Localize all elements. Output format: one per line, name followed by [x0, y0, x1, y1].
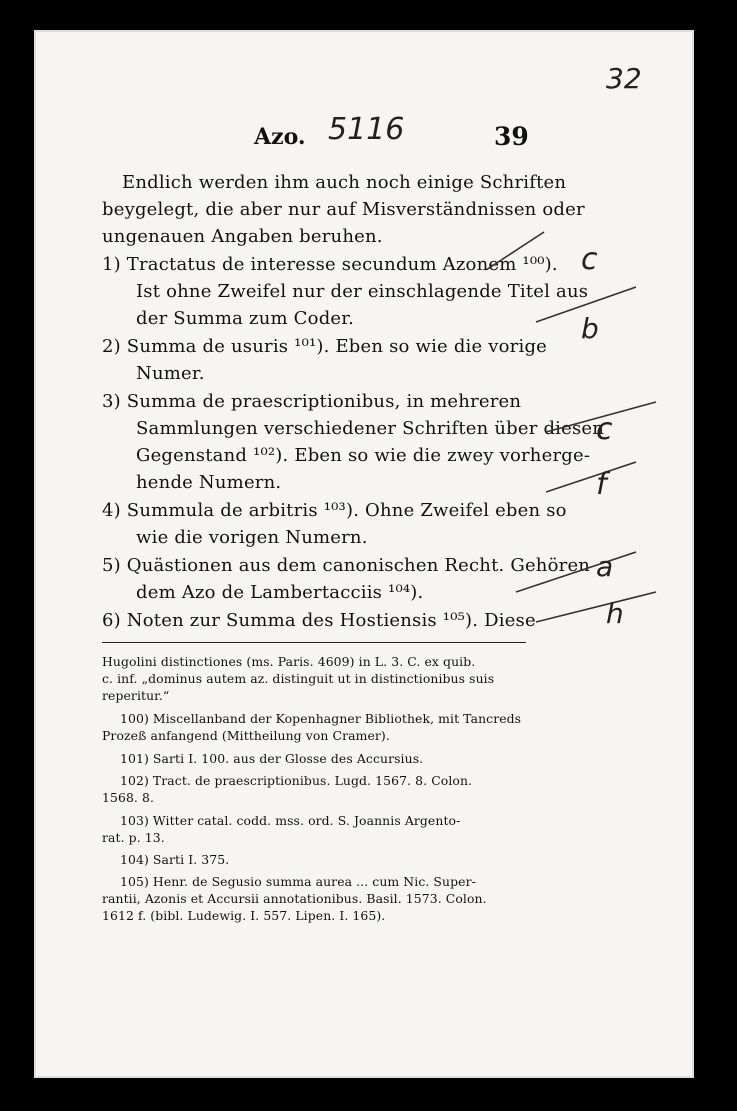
footnote-line: 1568. 8. [102, 790, 155, 805]
footnote-line: 1612 f. (bibl. Ludewig. I. 557. Lipen. I. 165). [102, 908, 386, 923]
item-line: dem Azo de Lambertacciis ¹⁰⁴). [136, 582, 424, 603]
item-line: wie die vorigen Numern. [136, 527, 368, 548]
footnote-line: c. inf. „dominus autem az. distinguit ut in distinctionibus suis [102, 671, 495, 686]
footnote-line: 105) Henr. de Segusio summa aurea ... cum Nic. Super- [120, 874, 476, 889]
margin-mark: a [596, 550, 614, 583]
item-line: der Summa zum Coder. [136, 308, 355, 329]
margin-mark: c [596, 412, 613, 447]
footnote-line: 101) Sarti I. 100. aus der Glosse des Accursius. [120, 751, 424, 766]
corner-page-number: 32 [606, 62, 642, 95]
page-number: 39 [494, 122, 529, 151]
footnote-line: 102) Tract. de praescriptionibus. Lugd. 1567. 8. Colon. [120, 773, 473, 788]
document-page [34, 30, 694, 1078]
footnote-line: rat. p. 13. [102, 830, 165, 845]
footnote-line: 100) Miscellanband der Kopenhagner Bibliothek, mit Tancreds [120, 711, 522, 726]
item-line: 4) Summula de arbitris ¹⁰³). Ohne Zweifel eben so [102, 500, 567, 521]
footnote-line: Hugolini distinctiones (ms. Paris. 4609) in L. 3. C. ex quib. [102, 654, 476, 669]
item-line: 6) Noten zur Summa des Hostiensis ¹⁰⁵). Diese [102, 610, 536, 631]
item-line: Numer. [136, 363, 205, 384]
footnote-line: 103) Witter catal. codd. mss. ord. S. Joannis Argento- [120, 813, 461, 828]
margin-mark: c [581, 242, 598, 277]
footnote-line: rantii, Azonis et Accursii annotationibus. Basil. 1573. Colon. [102, 891, 487, 906]
item-line: 1) Tractatus de interesse secundum Azonem ¹⁰⁰). [102, 254, 558, 275]
intro-line: ungenauen Angaben beruhen. [102, 226, 383, 247]
item-line: 2) Summa de usuris ¹⁰¹). Eben so wie die vorige [102, 336, 548, 357]
footnote-line: 104) Sarti I. 375. [120, 852, 230, 867]
item-line: 5) Quästionen aus dem canonischen Recht. Gehören [102, 555, 591, 576]
footnote-line: reperitur.“ [102, 688, 170, 703]
item-line: hende Numern. [136, 472, 282, 493]
margin-mark: b [581, 312, 599, 345]
intro-line: Endlich werden ihm auch noch einige Schriften [122, 172, 567, 193]
margin-mark: f [596, 467, 607, 502]
intro-line: beygelegt, die aber nur auf Misverständnissen oder [102, 199, 585, 220]
item-line: Gegenstand ¹⁰²). Eben so wie die zwey vorherge- [136, 445, 591, 466]
handwritten-reference: 5116 [328, 112, 405, 147]
margin-annotations [36, 32, 692, 1076]
item-line: Ist ohne Zweifel nur der einschlagende Titel aus [136, 281, 589, 302]
item-line: Sammlungen verschiedener Schriften über diesen [136, 418, 605, 439]
item-line: 3) Summa de praescriptionibus, in mehreren [102, 391, 522, 412]
margin-mark: h [606, 597, 624, 630]
footnote-line: Prozeß anfangend (Mittheilung von Cramer). [102, 728, 390, 743]
running-title: Azo. [254, 124, 306, 150]
